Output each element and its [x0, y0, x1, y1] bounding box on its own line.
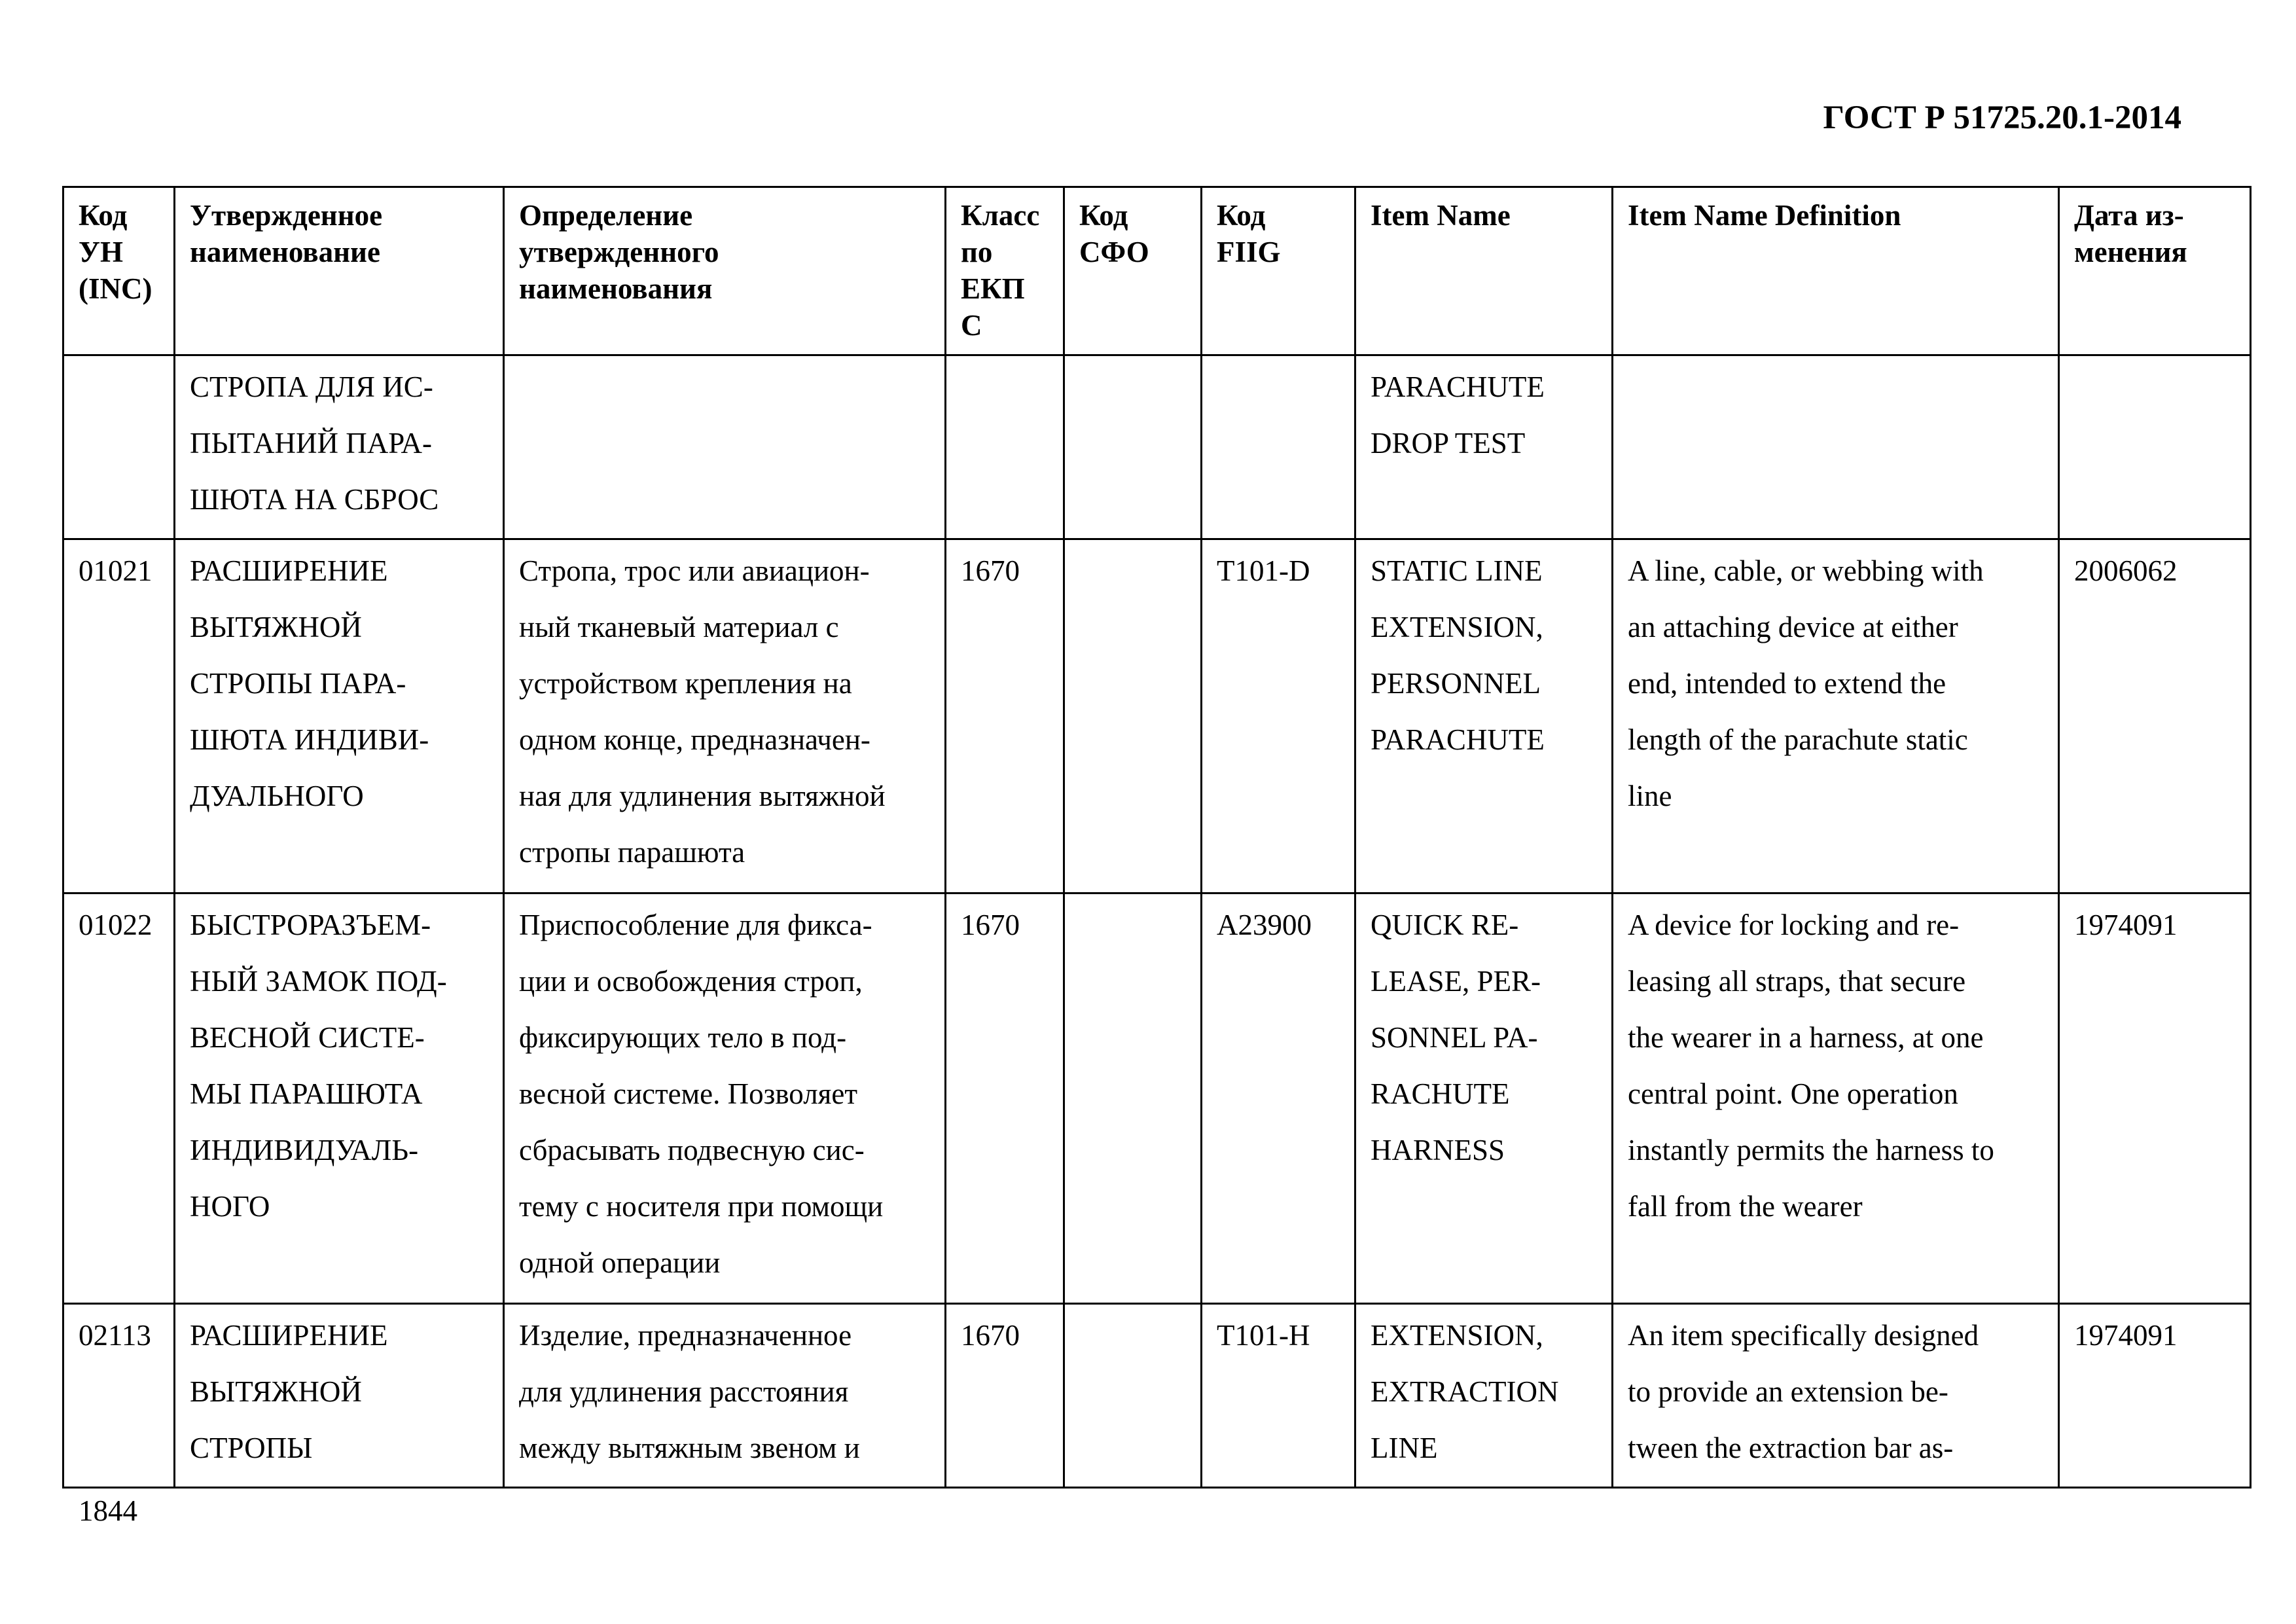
column-header-inc — [63, 187, 175, 355]
cell-text-line: 02113 — [79, 1319, 151, 1352]
cell-text-line: LEASE, PER- — [1371, 965, 1541, 998]
cell-inc-code — [63, 1304, 175, 1488]
cell-text-line: 1670 — [961, 1319, 1020, 1352]
cell-text-line: ИНДИВИДУАЛЬ- — [190, 1134, 419, 1166]
column-header-line: С — [961, 309, 982, 342]
cell-fiig-code — [1202, 539, 1355, 893]
column-header-line: Код — [1079, 199, 1128, 232]
cell-text-line: весной системе. Позволяет — [519, 1077, 857, 1110]
cell-text-line: A23900 — [1217, 909, 1312, 941]
cell-text-line: ВЫТЯЖНОЙ — [190, 1375, 362, 1408]
cell-text-line: 1670 — [961, 909, 1020, 941]
cell-approved-name — [175, 1304, 504, 1488]
column-header-line: Код — [79, 199, 128, 232]
cell-item-name-definition — [1613, 355, 2059, 539]
column-header-line: наименование — [190, 236, 380, 268]
cell-fiig-code — [1202, 893, 1355, 1304]
column-header-line: утвержденного — [519, 236, 719, 268]
cell-item-name-definition — [1613, 1304, 2059, 1488]
table-body — [63, 355, 2251, 1488]
column-header-sfo-code — [1064, 187, 1202, 355]
cell-sfo-code — [1064, 539, 1202, 893]
cell-text-line: A line, cable, or webbing with — [1628, 554, 1984, 587]
cell-text-line: fall from the wearer — [1628, 1190, 1863, 1223]
cell-text-line: A device for locking and re- — [1628, 909, 1960, 941]
cell-text-line: ции и освобождения строп, — [519, 965, 863, 998]
cell-text-line: одной операции — [519, 1246, 721, 1279]
cell-text-line: БЫСТРОРАЗЪЕМ- — [190, 909, 431, 941]
cell-change-date — [2059, 1304, 2251, 1488]
cell-text-line: 01021 — [79, 554, 152, 587]
cell-text-line: HARNESS — [1371, 1134, 1505, 1166]
cell-inc-code — [63, 539, 175, 893]
cell-sfo-code — [1064, 893, 1202, 1304]
cell-text-line: для удлинения расстояния — [519, 1375, 849, 1408]
cell-text-line: РАСШИРЕНИЕ — [190, 554, 388, 587]
cell-text-line: ШЮТА НА СБРОС — [190, 483, 439, 516]
cell-text-line: end, intended to extend the — [1628, 667, 1946, 700]
cell-text-line: 1974091 — [2074, 1319, 2178, 1352]
cell-text-line: tween the extraction bar as- — [1628, 1432, 1954, 1464]
cell-item-name — [1355, 539, 1613, 893]
cell-item-name — [1355, 1304, 1613, 1488]
cell-definition — [504, 1304, 946, 1488]
column-header-fiig-code — [1202, 187, 1355, 355]
cell-text-line: EXTRACTION — [1371, 1375, 1559, 1408]
table-row — [63, 1304, 2251, 1488]
cell-text-line: 1670 — [961, 554, 1020, 587]
column-header-line: СФО — [1079, 236, 1149, 268]
cell-change-date — [2059, 893, 2251, 1304]
column-header-line: по — [961, 236, 993, 268]
column-header-line: (INC) — [79, 272, 152, 305]
column-header-line: FIIG — [1217, 236, 1281, 268]
cell-text-line: instantly permits the harness to — [1628, 1134, 1994, 1166]
column-header-line: наименования — [519, 272, 713, 305]
cell-change-date — [2059, 355, 2251, 539]
cell-text-line: ПЫТАНИЙ ПАРА- — [190, 427, 432, 460]
cell-text-line: устройством крепления на — [519, 667, 852, 700]
cell-text-line: между вытяжным звеном и — [519, 1432, 860, 1464]
cell-text-line: An item specifically designed — [1628, 1319, 1979, 1352]
cell-inc-code — [63, 355, 175, 539]
cell-text-line: the wearer in a harness, at one — [1628, 1021, 1984, 1054]
column-header-line: Определение — [519, 199, 693, 232]
column-header-approved-name — [175, 187, 504, 355]
cell-text-line: МЫ ПАРАШЮТА — [190, 1077, 423, 1110]
cell-text-line: НЫЙ ЗАМОК ПОД- — [190, 965, 447, 998]
cell-text-line: СТРОПА ДЛЯ ИС- — [190, 370, 433, 403]
column-header-line: Класс — [961, 199, 1040, 232]
cell-approved-name — [175, 355, 504, 539]
column-header-line: Item Name Definition — [1628, 199, 1901, 232]
cell-text-line: Изделие, предназначенное — [519, 1319, 852, 1352]
column-header-definition — [504, 187, 946, 355]
cell-item-name — [1355, 355, 1613, 539]
cell-text-line: T101-D — [1217, 554, 1310, 587]
cell-text-line: PERSONNEL — [1371, 667, 1541, 700]
cell-text-line: ШЮТА ИНДИВИ- — [190, 723, 429, 756]
cell-text-line: СТРОПЫ ПАРА- — [190, 667, 406, 700]
cell-class — [946, 893, 1064, 1304]
column-header-line: ЕКП — [961, 272, 1025, 305]
cell-text-line: Приспособление для фикса- — [519, 909, 872, 941]
item-name-table — [62, 186, 2251, 1489]
cell-text-line: НОГО — [190, 1190, 270, 1223]
cell-text-line: leasing all straps, that secure — [1628, 965, 1966, 998]
cell-class — [946, 355, 1064, 539]
column-header-line: УН — [79, 236, 124, 268]
cell-text-line: SONNEL PA- — [1371, 1021, 1538, 1054]
cell-text-line: сбрасывать подвесную сис- — [519, 1134, 865, 1166]
cell-sfo-code — [1064, 1304, 1202, 1488]
cell-text-line: PARACHUTE — [1371, 370, 1545, 403]
cell-inc-code — [63, 893, 175, 1304]
cell-text-line: line — [1628, 780, 1672, 812]
cell-text-line: length of the parachute static — [1628, 723, 1968, 756]
cell-text-line: RACHUTE — [1371, 1077, 1510, 1110]
cell-text-line: PARACHUTE — [1371, 723, 1545, 756]
cell-text-line: ДУАЛЬНОГО — [190, 780, 364, 812]
column-header-line: менения — [2074, 236, 2187, 268]
cell-text-line: an attaching device at either — [1628, 611, 1958, 643]
cell-text-line: СТРОПЫ — [190, 1432, 313, 1464]
cell-text-line: DROP TEST — [1371, 427, 1526, 460]
page-number: 1844 — [79, 1494, 137, 1527]
cell-change-date — [2059, 539, 2251, 893]
cell-text-line: ный тканевый материал с — [519, 611, 839, 643]
table-row — [63, 893, 2251, 1304]
cell-text-line: 1974091 — [2074, 909, 2178, 941]
cell-fiig-code — [1202, 1304, 1355, 1488]
column-header-change-date — [2059, 187, 2251, 355]
cell-approved-name — [175, 893, 504, 1304]
cell-text-line: central point. One operation — [1628, 1077, 1958, 1110]
cell-text-line: QUICK RE- — [1371, 909, 1519, 941]
column-header-item-name-definition — [1613, 187, 2059, 355]
cell-class — [946, 1304, 1064, 1488]
cell-approved-name — [175, 539, 504, 893]
cell-text-line: тему с носителя при помощи — [519, 1190, 884, 1223]
table-row — [63, 355, 2251, 539]
cell-text-line: РАСШИРЕНИЕ — [190, 1319, 388, 1352]
cell-sfo-code — [1064, 355, 1202, 539]
column-header-item-name — [1355, 187, 1613, 355]
cell-text-line: Стропа, трос или авиацион- — [519, 554, 870, 587]
cell-class — [946, 539, 1064, 893]
cell-text-line: стропы парашюта — [519, 836, 745, 869]
standard-id: ГОСТ Р 51725.20.1-2014 — [1823, 99, 2181, 136]
cell-text-line: фиксирующих тело в под- — [519, 1021, 847, 1054]
column-header-line: Код — [1217, 199, 1266, 232]
column-header-line: Дата из- — [2074, 199, 2184, 232]
table-row — [63, 539, 2251, 893]
cell-text-line: ная для удлинения вытяжной — [519, 780, 886, 812]
table-header-row — [63, 187, 2251, 355]
cell-text-line: 01022 — [79, 909, 152, 941]
cell-text-line: STATIC LINE — [1371, 554, 1543, 587]
column-header-line: Item Name — [1371, 199, 1511, 232]
cell-item-name-definition — [1613, 893, 2059, 1304]
cell-text-line: одном конце, предназначен- — [519, 723, 870, 756]
cell-text-line: to provide an extension be- — [1628, 1375, 1948, 1408]
cell-text-line: ВЫТЯЖНОЙ — [190, 611, 362, 643]
cell-text-line: LINE — [1371, 1432, 1438, 1464]
cell-text-line: T101-H — [1217, 1319, 1310, 1352]
cell-text-line: EXTENSION, — [1371, 611, 1543, 643]
cell-text-line: EXTENSION, — [1371, 1319, 1543, 1352]
cell-item-name — [1355, 893, 1613, 1304]
cell-item-name-definition — [1613, 539, 2059, 893]
cell-fiig-code — [1202, 355, 1355, 539]
column-header-line: Утвержденное — [190, 199, 383, 232]
cell-text-line: ВЕСНОЙ СИСТЕ- — [190, 1021, 425, 1054]
cell-definition — [504, 893, 946, 1304]
cell-text-line: 2006062 — [2074, 554, 2178, 587]
column-header-class — [946, 187, 1064, 355]
cell-definition — [504, 539, 946, 893]
cell-definition — [504, 355, 946, 539]
